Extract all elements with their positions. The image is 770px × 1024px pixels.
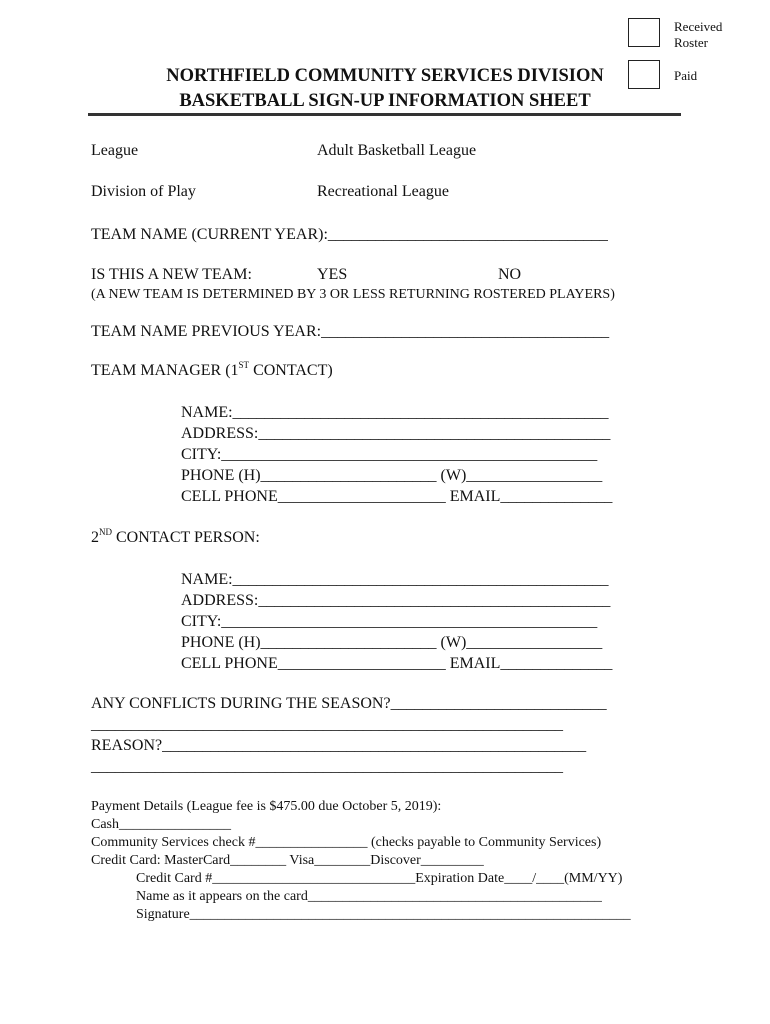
manager-address-field[interactable]: ADDRESS:____________________________________________ xyxy=(181,425,611,442)
contact2-address-field[interactable]: ADDRESS:____________________________________________ xyxy=(181,592,611,609)
signature-field[interactable]: Signature_______________________________________________________________ xyxy=(136,907,631,922)
credit-card-number-field[interactable]: Credit Card #_____________________________Expiration Date____/____(MM/YY) xyxy=(136,871,623,886)
paid-label: Paid xyxy=(674,68,698,83)
division-value: Recreational League xyxy=(317,183,449,200)
league-value: Adult Basketball League xyxy=(317,142,477,159)
reason-extra-line[interactable]: ___________________________________________________________ xyxy=(91,758,563,775)
new-team-label: IS THIS A NEW TEAM: xyxy=(91,266,252,283)
conflicts-extra-line[interactable]: ___________________________________________________________ xyxy=(91,716,563,733)
payment-details-heading: Payment Details (League fee is $475.00 due October 5, 2019): xyxy=(91,799,442,814)
credit-card-type-field[interactable]: Credit Card: MasterCard________ Visa________Discover_________ xyxy=(91,853,484,868)
new-team-yes-option[interactable]: YES xyxy=(317,266,348,283)
contact2-city-field[interactable]: CITY:_______________________________________________ xyxy=(181,613,598,630)
check-field[interactable]: Community Services check #________________ (checks payable to Community Services) xyxy=(91,835,602,850)
team-name-previous-field[interactable]: TEAM NAME PREVIOUS YEAR:____________________________________ xyxy=(91,323,610,340)
title-divider xyxy=(88,113,681,116)
team-name-current-field[interactable]: TEAM NAME (CURRENT YEAR):___________________________________ xyxy=(91,226,608,243)
form-title-line1: NORTHFIELD COMMUNITY SERVICES DIVISION xyxy=(166,66,604,86)
reason-field[interactable]: REASON?_____________________________________________________ xyxy=(91,737,587,754)
name-on-card-field[interactable]: Name as it appears on the card__________________________________________ xyxy=(136,889,602,904)
manager-name-field[interactable]: NAME:_______________________________________________ xyxy=(181,404,609,421)
new-team-no-option[interactable]: NO xyxy=(498,266,522,283)
contact2-cell-email-field[interactable]: CELL PHONE_____________________ EMAIL______________ xyxy=(181,655,613,672)
cash-field[interactable]: Cash________________ xyxy=(91,817,231,832)
manager-cell-email-field[interactable]: CELL PHONE_____________________ EMAIL______________ xyxy=(181,488,613,505)
team-manager-heading: TEAM MANAGER (1ST CONTACT) xyxy=(91,359,333,379)
manager-city-field[interactable]: CITY:_______________________________________________ xyxy=(181,446,598,463)
contact2-phone-field[interactable]: PHONE (H)______________________ (W)_________________ xyxy=(181,634,603,651)
form-title-line2: BASKETBALL SIGN-UP INFORMATION SHEET xyxy=(179,91,591,111)
received-roster-checkbox[interactable] xyxy=(628,18,660,47)
conflicts-field[interactable]: ANY CONFLICTS DURING THE SEASON?___________________________ xyxy=(91,695,607,712)
division-label: Division of Play xyxy=(91,183,196,200)
second-contact-heading: 2ND CONTACT PERSON: xyxy=(91,526,260,546)
manager-phone-field[interactable]: PHONE (H)______________________ (W)_________________ xyxy=(181,467,603,484)
league-label: League xyxy=(91,142,139,159)
new-team-note: (A NEW TEAM IS DETERMINED BY 3 OR LESS RETURNING ROSTERED PLAYERS) xyxy=(91,287,615,302)
contact2-name-field[interactable]: NAME:_______________________________________________ xyxy=(181,571,609,588)
received-roster-label: Received Roster xyxy=(674,19,723,50)
